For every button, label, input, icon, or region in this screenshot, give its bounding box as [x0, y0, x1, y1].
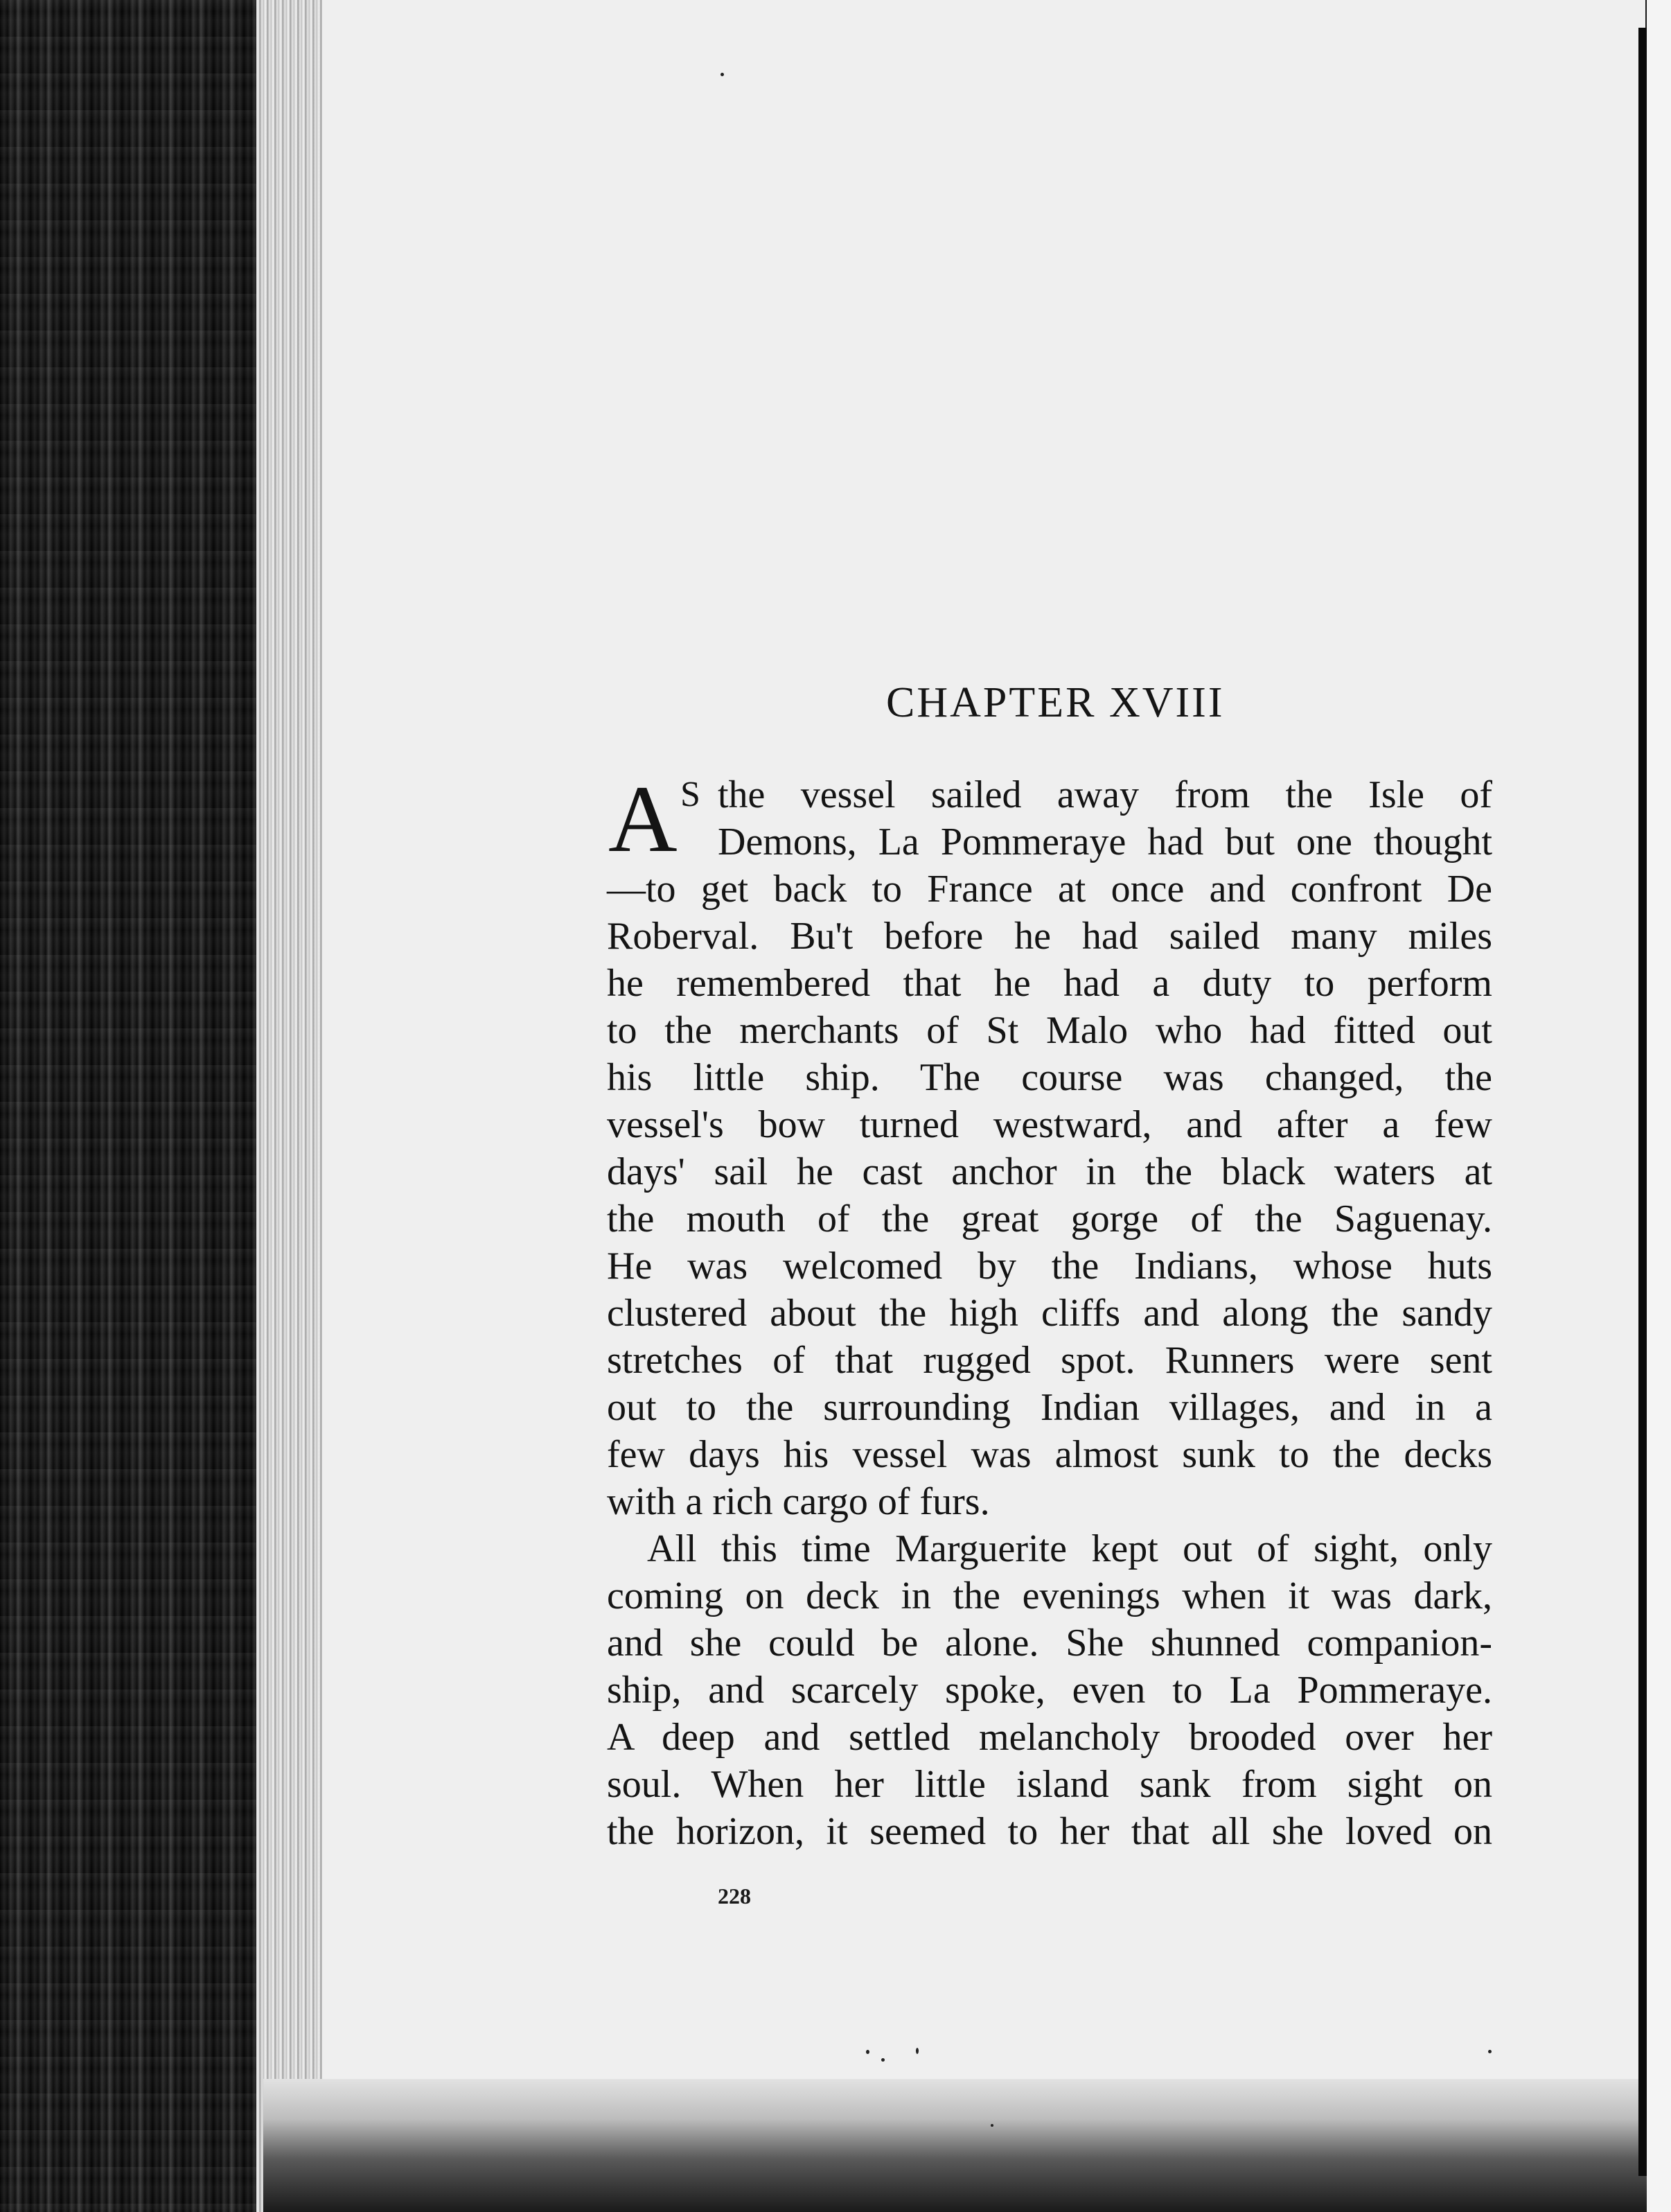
- text-line: soul. When her little island sank from sight on: [607, 1763, 1492, 1806]
- book-spine-texture: [0, 0, 291, 2212]
- text-line: few days his vessel was almost sunk to the decks: [607, 1433, 1492, 1476]
- page-number: 228: [718, 1884, 751, 1908]
- right-gutter-rule: [1638, 28, 1647, 2176]
- text-line: coming on deck in the evenings when it was dark,: [607, 1574, 1492, 1617]
- adjacent-page-edge: [1647, 0, 1671, 2212]
- text-line: days' sail he cast anchor in the black waters at: [607, 1150, 1492, 1193]
- text-line: ship, and scarcely spoke, even to La Pommeraye.: [607, 1669, 1492, 1712]
- text-line: to the merchants of St Malo who had fitted out: [607, 1009, 1492, 1052]
- text-line: Demons, La Pommeraye had but one thought: [718, 820, 1492, 863]
- text-line: the horizon, it seemed to her that all she loved on: [607, 1810, 1492, 1853]
- text-line: vessel's bow turned westward, and after a few: [607, 1103, 1492, 1146]
- text-line: the mouth of the great gorge of the Saguenay.: [607, 1197, 1492, 1240]
- text-line: All this time Marguerite kept out of sight, only: [647, 1527, 1492, 1570]
- text-line: he remembered that he had a duty to perform: [607, 962, 1492, 1005]
- text-line: A deep and settled melancholy brooded over her: [607, 1716, 1492, 1759]
- text-line: Roberval. Bu't before he had sailed many miles: [607, 915, 1492, 958]
- text-line: —to get back to France at once and confront De: [607, 868, 1492, 911]
- chapter-heading: CHAPTER XVIII: [886, 679, 1225, 726]
- text-line: his little ship. The course was changed, the: [607, 1056, 1492, 1099]
- text-line: the vessel sailed away from the Isle of: [718, 773, 1492, 816]
- text-line: out to the surrounding Indian villages, and in a: [607, 1386, 1492, 1429]
- text-line: He was welcomed by the Indians, whose huts: [607, 1245, 1492, 1288]
- page-bottom-shadow: [263, 2079, 1671, 2212]
- drop-cap: A: [608, 766, 678, 872]
- text-line: clustered about the high cliffs and along the sandy: [607, 1292, 1492, 1335]
- text-line: with a rich cargo of furs.: [607, 1480, 990, 1523]
- drop-cap-small-caps: S: [680, 775, 700, 814]
- page-edges: [256, 0, 322, 2212]
- text-line: and she could be alone. She shunned companion-: [607, 1622, 1492, 1665]
- text-line: stretches of that rugged spot. Runners were sent: [607, 1339, 1492, 1382]
